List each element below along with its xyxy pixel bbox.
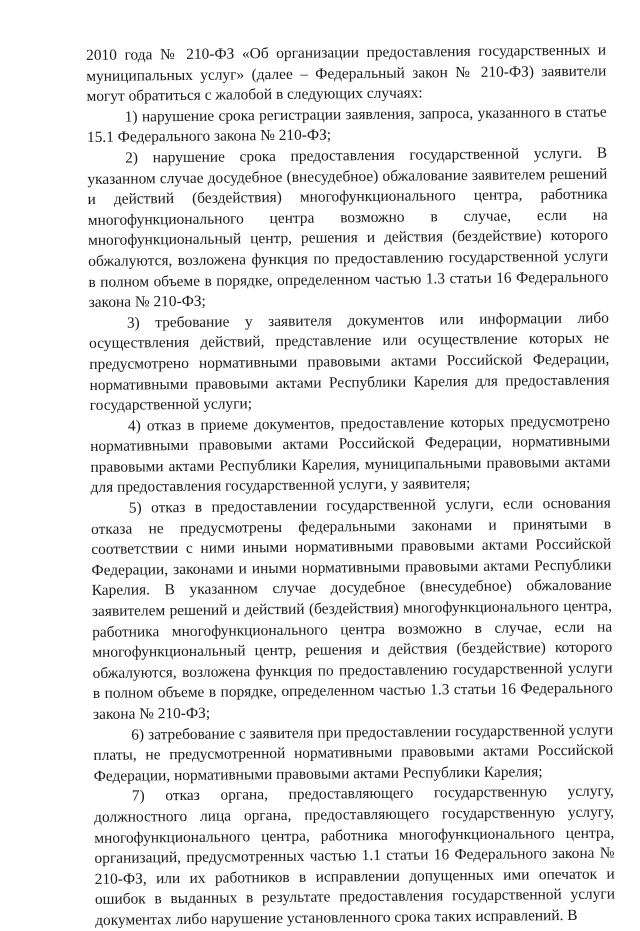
list-item-1: 1) нарушение срока регистрации заявления, запроса, указанного в статье 15.1 Федерального закона № 210-ФЗ; (86, 103, 607, 147)
paragraph-intro: 2010 года № 210-ФЗ «Об организации предоставления государственных и муниципальных услуг» (далее – Федеральный закон № 210-ФЗ) заявители могут обратиться с жалобой в следующих случаях: (86, 41, 607, 106)
list-item-2: 2) нарушение срока предоставления государственной услуги. В указанном случае досудебное (внесудебное) обжалование заявителем решений и действий (бездействия) многофункционального центра, работника многофункционального центра возможно в случае, если на многофункциональный центр, решения и действия (бездействие) которого обжалуются, возложена функция по предоставлению государственной услуги в полном объеме в порядке, определенном частью 1.3 статьи 16 Федерального закона № 210-ФЗ; (87, 144, 609, 312)
document-page (86, 41, 615, 931)
list-item-7: 7) отказ органа, предоставляющего государственную услугу, должностного лица органа, предоставляющего государственную услугу, многофункционального центра, работника многофункционального центра, организаций, предусмотренных частью 1.1 статьи 16 Федерального закона № 210-ФЗ, или их работников в исправлении допущенных ими опечаток и ошибок в выданных в результате предоставления государственной услуги документах либо нарушение установленного срока таких исправлений. В (93, 782, 616, 929)
list-item-3: 3) требование у заявителя документов или информации либо осуществления действий, представление или осуществление которых не предусмотрено нормативными правовыми актами Российской Федерации, нормативными правовыми актами Республики Карелия для предоставления государственной услуги; (89, 309, 610, 415)
list-item-6: 6) затребование с заявителя при предоставлении государственной услуги платы, не предусмотренной нормативными правовыми актами Российской Федерации, нормативными правовыми актами Республики Карелия; (93, 721, 614, 785)
list-item-4: 4) отказ в приеме документов, предоставление которых предусмотрено нормативными правовыми актами Российской Федерации, нормативными правовыми актами Республики Карелия, муниципальными правовыми актами для предоставления государственной услуги, у заявителя; (90, 412, 611, 497)
list-item-5: 5) отказ в предоставлении государственной услуги, если основания отказа не предусмотрены федеральными законами и принятыми в соответствии с ними иными нормативными правовыми актами Российской Федерации, законами и иными нормативными правовыми актами Республики Карелия. В указанном случае досудебное (внесудебное) обжалование заявителем решений и действий (бездействия) многофункционального центра, работника многофункционального центра возможно в случае, если на многофункциональный центр, решения и действия (бездействие) которого обжалуются, возложена функция по предоставлению государственной услуги в полном объеме в порядке, определенном частью 1.3 статьи 16 Федерального закона № 210-ФЗ; (90, 494, 613, 723)
